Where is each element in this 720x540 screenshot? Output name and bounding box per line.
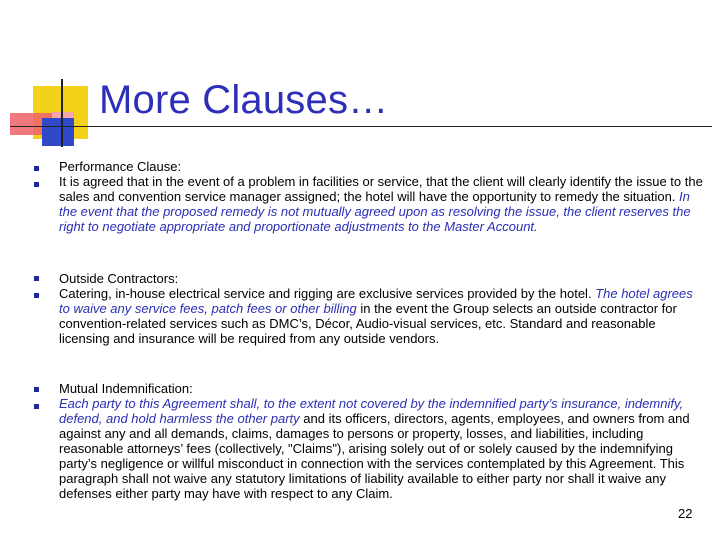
clause-heading: Mutual Indemnification: <box>59 381 193 396</box>
logo-vertical-line <box>61 79 63 147</box>
clause-emphasis: In the event that the proposed remedy is not mutually agreed upon as resolving the issue, the client reserves the right to negotiate appropriate and proportionate adjustments to the Master Account. <box>59 189 691 234</box>
clause-emphasis: Each party to this Agreement shall, to the extent not covered by the indemnified party’s insurance, indemnify, defend, and hold harmless the other party <box>59 396 684 426</box>
clause-text: Catering, in-house electrical service and rigging are exclusive services provided by the hotel. <box>59 286 592 301</box>
performance-clause <box>59 159 705 234</box>
page-number: 22 <box>678 506 693 521</box>
logo-blue-square <box>42 118 74 146</box>
clause-heading: Outside Contractors: <box>59 271 179 286</box>
bullet-icon <box>34 404 39 409</box>
bullet-icon <box>34 276 39 281</box>
bullet-icon <box>34 293 39 298</box>
title-underline <box>10 126 712 127</box>
mutual-indemnification-clause <box>59 381 705 501</box>
clause-emphasis: The hotel agrees to waive any service fees, patch fees or other billing <box>59 286 693 316</box>
outside-contractors-clause <box>59 271 705 346</box>
bullet-icon <box>34 182 39 187</box>
clause-text-tail: and its officers, directors, agents, employees, and owners from and against any and all demands, claims, damages to persons or property, losses, and liabilities, including reasonable attorneys’ fees (collectively, "Claims"), arising solely out of or solely caused by the indemnifying party’s negligence or willful misconduct in connection with the services contemplated by this Agreement. This paragraph shall not waive any statutory limitations of liability available to either party nor shall it waive any defenses either party may have with respect to any Claim. <box>59 411 690 501</box>
bullet-icon <box>34 387 39 392</box>
bullet-icon <box>34 166 39 171</box>
clause-text-tail: in the event the Group selects an outside contractor for convention-related services such as DMC’s, Décor, Audio-visual services, etc. Standard and reasonable licensing and insurance will be required from any outside vendors. <box>59 301 677 346</box>
clause-heading: Performance Clause: <box>59 159 182 174</box>
slide-title: More Clauses… <box>99 78 389 122</box>
clause-text: It is agreed that in the event of a problem in facilities or service, that the client will clearly identify the issue to the sales and convention service manager assigned; the hotel will have the opportunity to remedy the situation. <box>59 174 703 204</box>
